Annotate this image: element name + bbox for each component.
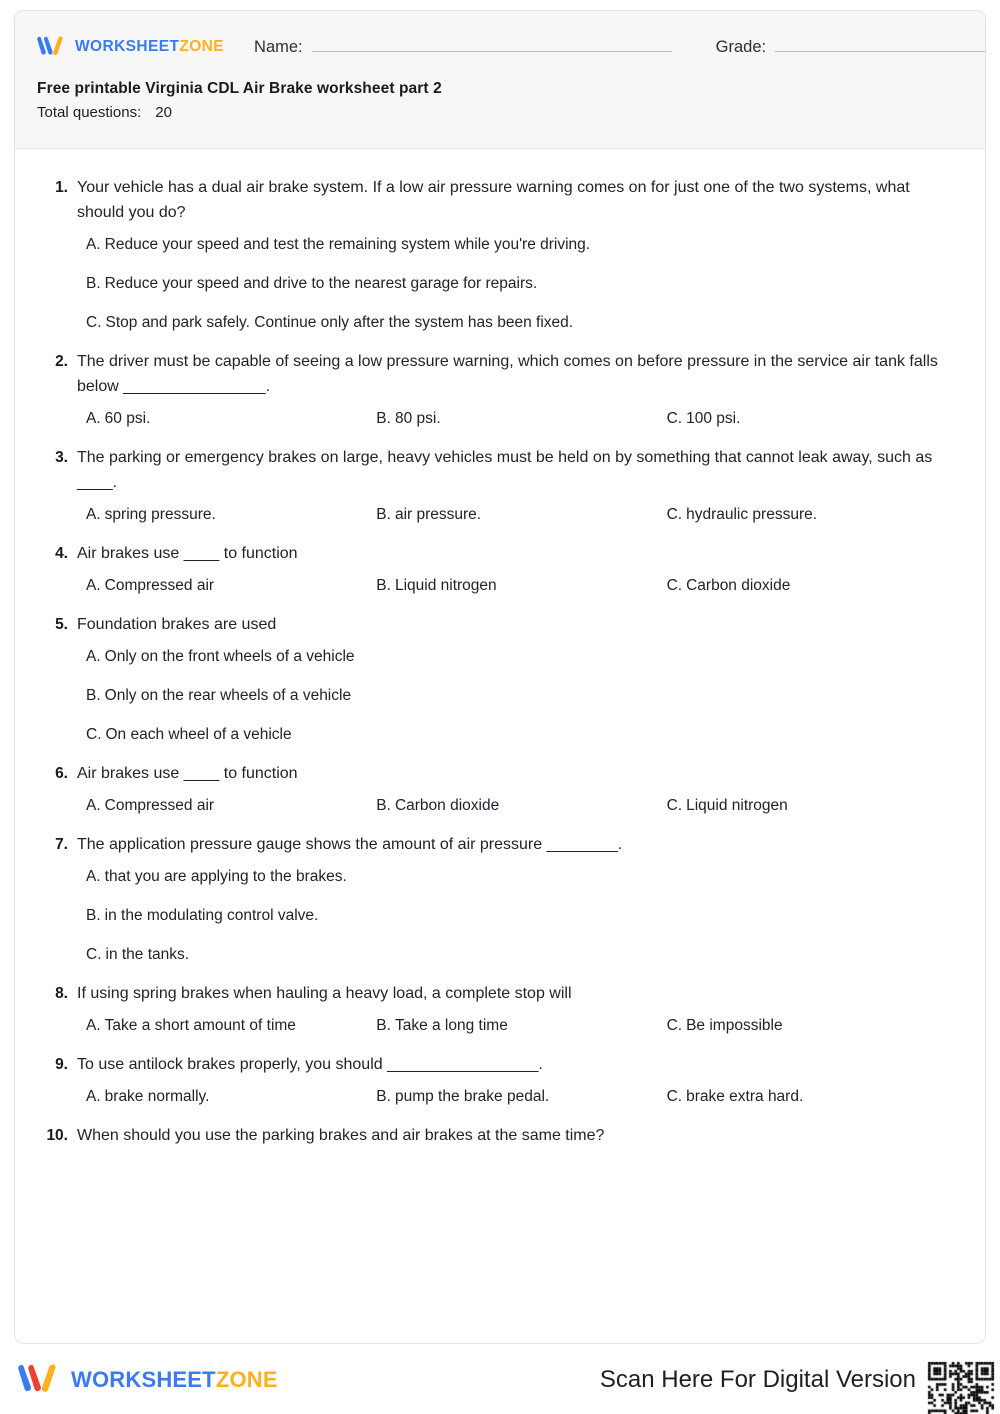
option-text: hydraulic pressure.: [686, 506, 818, 523]
question-text: The application pressure gauge shows the amount of air pressure ________.: [77, 836, 623, 853]
question-text: Your vehicle has a dual air brake system. If a low air pressure warning comes on for just one of the two systems, what should you do?: [77, 179, 910, 221]
question-item: [43, 761, 957, 818]
option-text: 60 psi.: [104, 410, 151, 427]
option-item[interactable]: [86, 793, 376, 818]
option-text: Carbon dioxide: [394, 797, 500, 814]
option-item[interactable]: [86, 942, 957, 967]
option-list: [86, 406, 957, 431]
option-letter: C.: [666, 797, 683, 814]
option-list: [86, 793, 957, 818]
option-text: Compressed air: [104, 577, 215, 594]
question-head: [43, 175, 957, 225]
question-number: 2.: [55, 353, 68, 370]
option-list: [86, 644, 957, 747]
option-item[interactable]: [667, 502, 957, 527]
option-item[interactable]: [86, 683, 957, 708]
option-text: in the tanks.: [105, 946, 190, 963]
question-number: 1.: [55, 179, 68, 196]
worksheet-footer: [0, 1356, 1000, 1414]
worksheet-header: [15, 11, 985, 149]
option-letter: A.: [86, 236, 101, 253]
option-item[interactable]: [86, 903, 957, 928]
question-number: 4.: [55, 545, 68, 562]
option-item[interactable]: [376, 573, 666, 598]
question-item: [43, 349, 957, 431]
total-questions-value: 20: [155, 104, 172, 121]
footer-logo-wordmark: [71, 1367, 278, 1393]
question-head: [43, 541, 957, 566]
question-text: To use antilock brakes properly, you should _________________.: [77, 1056, 543, 1073]
question-head: [43, 1123, 957, 1148]
option-letter: B.: [86, 907, 101, 924]
grade-field[interactable]: [716, 38, 986, 57]
question-number: 7.: [55, 836, 68, 853]
question-head: [43, 445, 957, 495]
option-list: [86, 232, 957, 335]
grade-field-label: Grade:: [715, 37, 767, 56]
option-item[interactable]: [86, 644, 957, 669]
option-text: On each wheel of a vehicle: [105, 726, 292, 743]
option-letter: A.: [86, 577, 101, 594]
option-letter: C.: [666, 506, 683, 523]
option-list: [86, 573, 957, 598]
option-text: in the modulating control valve.: [104, 907, 319, 924]
qr-code-icon[interactable]: [924, 1358, 998, 1414]
logo-word-worksheet: WORKSHEET: [75, 38, 180, 55]
page-title: Free printable Virginia CDL Air Brake worksheet part 2: [37, 80, 442, 97]
option-item[interactable]: [376, 406, 666, 431]
question-head: [43, 832, 957, 857]
question-text: Air brakes use ____ to function: [77, 765, 298, 782]
total-questions-label: Total questions:: [37, 104, 142, 121]
option-item[interactable]: [376, 1084, 666, 1109]
option-text: Liquid nitrogen: [686, 797, 788, 814]
question-item: [43, 1123, 957, 1148]
option-item[interactable]: [86, 722, 957, 747]
option-item[interactable]: [86, 310, 957, 335]
option-letter: A.: [86, 868, 101, 885]
question-item: [43, 981, 957, 1038]
option-letter: A.: [86, 648, 101, 665]
scan-prompt-text: Scan Here For Digital Version: [599, 1366, 916, 1393]
option-text: brake normally.: [104, 1088, 210, 1105]
option-text: Only on the front wheels of a vehicle: [104, 648, 355, 665]
option-letter: B.: [376, 1088, 391, 1105]
option-letter: C.: [86, 726, 102, 743]
option-item[interactable]: [86, 573, 376, 598]
option-item[interactable]: [667, 1013, 957, 1038]
option-item[interactable]: [667, 406, 957, 431]
option-text: Carbon dioxide: [686, 577, 791, 594]
option-letter: B.: [86, 275, 101, 292]
option-item[interactable]: [376, 793, 666, 818]
name-field-label: Name:: [254, 37, 303, 56]
option-text: pump the brake pedal.: [394, 1088, 550, 1105]
questions-list: [15, 149, 985, 1172]
option-letter: B.: [376, 1017, 391, 1034]
question-item: [43, 832, 957, 967]
question-number: 3.: [55, 449, 68, 466]
question-text: Foundation brakes are used: [77, 616, 277, 633]
option-letter: A.: [86, 797, 101, 814]
option-letter: C.: [666, 1088, 683, 1105]
header-meta: [15, 63, 985, 121]
question-number: 10.: [46, 1127, 68, 1144]
question-text: The driver must be capable of seeing a low pressure warning, which comes on before pressure in the service air tank falls below ________________.: [77, 353, 938, 395]
question-item: [43, 175, 957, 335]
option-letter: C.: [86, 946, 102, 963]
question-item: [43, 1052, 957, 1109]
option-item[interactable]: [667, 573, 957, 598]
option-letter: A.: [86, 1017, 101, 1034]
option-text: Take a short amount of time: [104, 1017, 296, 1034]
option-item[interactable]: [86, 406, 376, 431]
option-text: that you are applying to the brakes.: [104, 868, 347, 885]
question-text: When should you use the parking brakes and air brakes at the same time?: [77, 1127, 605, 1144]
question-item: [43, 541, 957, 598]
question-head: [43, 1052, 957, 1077]
option-text: Take a long time: [394, 1017, 508, 1034]
option-text: 80 psi.: [394, 410, 441, 427]
footer-logo-word-zone: ZONE: [215, 1367, 278, 1392]
option-letter: A.: [86, 1088, 101, 1105]
header-logo-wordmark: [75, 38, 224, 56]
footer-logo-word-worksheet: WORKSHEET: [71, 1367, 216, 1392]
question-head: [43, 981, 957, 1006]
option-text: brake extra hard.: [686, 1088, 804, 1105]
option-text: Only on the rear wheels of a vehicle: [104, 687, 352, 704]
question-text: Air brakes use ____ to function: [77, 545, 298, 562]
option-list: [86, 502, 957, 527]
option-list: [86, 864, 957, 967]
question-text: If using spring brakes when hauling a heavy load, a complete stop will: [77, 985, 572, 1002]
option-text: Compressed air: [104, 797, 215, 814]
question-item: [43, 445, 957, 527]
header-logo: [37, 35, 224, 59]
question-head: [43, 349, 957, 399]
option-letter: A.: [86, 410, 101, 427]
option-list: [86, 1084, 957, 1109]
name-field-rule[interactable]: [312, 38, 672, 52]
option-item[interactable]: [376, 1013, 666, 1038]
option-item[interactable]: [86, 232, 957, 257]
option-item[interactable]: [86, 502, 376, 527]
question-head: [43, 612, 957, 637]
logo-word-zone: ZONE: [179, 38, 225, 55]
option-text: Reduce your speed and test the remaining system while you're driving.: [104, 236, 591, 253]
option-letter: B.: [376, 797, 391, 814]
worksheetzone-logo-icon: [37, 35, 67, 59]
grade-field-rule[interactable]: [775, 38, 986, 52]
question-number: 5.: [55, 616, 68, 633]
option-item[interactable]: [86, 864, 957, 889]
option-item[interactable]: [86, 1084, 376, 1109]
option-letter: C.: [666, 577, 683, 594]
header-top-row: [15, 11, 985, 63]
option-text: Liquid nitrogen: [394, 577, 497, 594]
option-list: [86, 1013, 957, 1038]
option-letter: C.: [666, 1017, 683, 1034]
option-text: spring pressure.: [104, 506, 216, 523]
option-letter: C.: [666, 410, 683, 427]
worksheet-card: [14, 10, 986, 1344]
option-item[interactable]: [667, 793, 957, 818]
name-field[interactable]: [254, 38, 672, 57]
option-letter: A.: [86, 506, 101, 523]
total-questions: [37, 104, 963, 121]
option-item[interactable]: [86, 271, 957, 296]
option-text: air pressure.: [394, 506, 482, 523]
option-letter: B.: [376, 410, 391, 427]
option-letter: C.: [86, 314, 102, 331]
option-item[interactable]: [376, 502, 666, 527]
question-number: 9.: [55, 1056, 68, 1073]
option-item[interactable]: [667, 1084, 957, 1109]
question-text: The parking or emergency brakes on large, heavy vehicles must be held on by something that cannot leak away, such as ____.: [77, 449, 933, 491]
option-text: 100 psi.: [686, 410, 741, 427]
option-item[interactable]: [86, 1013, 376, 1038]
question-item: [43, 612, 957, 747]
option-letter: B.: [376, 577, 391, 594]
option-letter: B.: [86, 687, 101, 704]
worksheetzone-logo-icon: [18, 1362, 62, 1398]
option-text: Stop and park safely. Continue only after the system has been fixed.: [105, 314, 574, 331]
question-number: 6.: [55, 765, 68, 782]
question-head: [43, 761, 957, 786]
option-letter: B.: [376, 506, 391, 523]
option-text: Be impossible: [686, 1017, 783, 1034]
footer-logo: [18, 1362, 278, 1398]
question-number: 8.: [55, 985, 68, 1002]
option-text: Reduce your speed and drive to the nearest garage for repairs.: [104, 275, 538, 292]
